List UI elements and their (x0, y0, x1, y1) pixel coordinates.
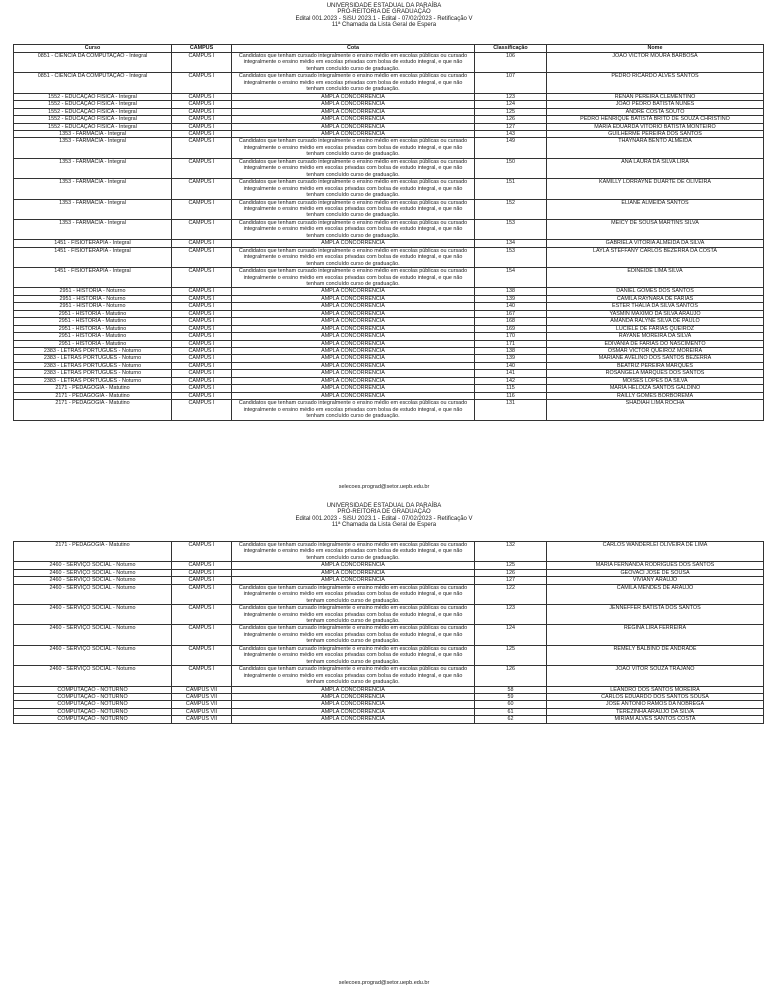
table-row (14, 348, 764, 355)
cell-campus: CAMPUS I (172, 247, 232, 267)
cell-nome: GEOVACI JOSÉ DE SOUSA (547, 569, 764, 576)
cell-cota: Candidatos que tenham cursado integralmente o ensino médio em escolas públicas ou cursado integralmente o ensino médio em escolas privadas com bolsa de estudo integral, e que não tenham concluído curso de graduação. (232, 53, 475, 73)
footer-email-1: selecoes.prograd@setor.uepb.edu.br (338, 484, 430, 490)
cell-nome: LEANDRO DOS SANTOS MOREIRA (547, 686, 764, 693)
cell-nome: MIRIAM ALVES SANTOS COSTA (547, 716, 764, 723)
cell-classificacao: 60 (475, 701, 547, 708)
cell-campus: CAMPUS I (172, 562, 232, 569)
cell-nome: CARLOS EDUARDO DOS SANTOS SOUSA (547, 693, 764, 700)
cell-curso: 2951 - HISTÓRIA - Matutino (14, 340, 172, 347)
cell-curso: 2460 - SERVIÇO SOCIAL - Noturno (14, 645, 172, 665)
table-row (14, 199, 764, 219)
cell-campus: CAMPUS VII (172, 693, 232, 700)
cell-curso: 1353 - FARMÁCIA - Integral (14, 219, 172, 239)
cell-campus: CAMPUS I (172, 179, 232, 199)
footer-email-2: selecoes.prograd@setor.uepb.edu.br (338, 980, 430, 986)
cell-curso: 2460 - SERVIÇO SOCIAL - Noturno (14, 569, 172, 576)
cell-cota: AMPLA CONCORRÊNCIA (232, 716, 475, 723)
cell-campus: CAMPUS I (172, 605, 232, 625)
cell-cota: AMPLA CONCORRÊNCIA (232, 693, 475, 700)
cell-curso: 1451 - FISIOTERAPIA - Integral (14, 247, 172, 267)
table-row (14, 93, 764, 100)
cell-curso: 2460 - SERVIÇO SOCIAL - Noturno (14, 605, 172, 625)
cell-campus: CAMPUS VII (172, 686, 232, 693)
cell-curso: 2383 - LETRAS PORTUGUÊS - Noturno (14, 377, 172, 384)
cell-classificacao: 170 (475, 333, 547, 340)
table-row (14, 584, 764, 604)
cell-nome: EDIVANIA DE FARIAS DO NASCIMENTO (547, 340, 764, 347)
cell-nome: THAYNARA BENTO ALMEIDA (547, 138, 764, 158)
cell-classificacao: 138 (475, 288, 547, 295)
cell-classificacao: 151 (475, 179, 547, 199)
table-header-row (14, 45, 764, 53)
cell-curso: 1353 - FARMÁCIA - Integral (14, 199, 172, 219)
cell-cota: AMPLA CONCORRÊNCIA (232, 385, 475, 392)
cell-nome: RAYANE MOREIRA DA SILVA (547, 333, 764, 340)
table-row (14, 325, 764, 332)
cell-curso: 1353 - FARMÁCIA - Integral (14, 179, 172, 199)
edital-title: Edital 001.2023 - SiSU 2023.1 - Edital - 07/02/2023 - Retificação V (295, 15, 473, 22)
page-header-1 (0, 3, 768, 29)
cell-campus: CAMPUS I (172, 355, 232, 362)
cell-cota: AMPLA CONCORRÊNCIA (232, 377, 475, 384)
table-row (14, 605, 764, 625)
col-header-cota: Cota (232, 45, 475, 53)
col-header-nome: Nome (547, 45, 764, 53)
cell-cota: Candidatos que tenham cursado integralmente o ensino médio em escolas públicas ou cursado integralmente o ensino médio em escolas privadas com bolsa de estudo integral, e que não tenham concluído curso de graduação. (232, 666, 475, 686)
table-row (14, 542, 764, 562)
table-row (14, 562, 764, 569)
cell-curso: COMPUTAÇÃO - NOTURNO (14, 686, 172, 693)
cell-campus: CAMPUS I (172, 93, 232, 100)
cell-campus: CAMPUS I (172, 333, 232, 340)
cell-cota: AMPLA CONCORRÊNCIA (232, 708, 475, 715)
cell-campus: CAMPUS I (172, 666, 232, 686)
cell-curso: 2951 - HISTÓRIA - Noturno (14, 295, 172, 302)
cell-classificacao: 140 (475, 362, 547, 369)
cell-campus: CAMPUS I (172, 53, 232, 73)
cell-classificacao: 58 (475, 686, 547, 693)
cell-campus: CAMPUS I (172, 325, 232, 332)
university-name: UNIVERSIDADE ESTADUAL DA PARAÍBA (326, 3, 442, 9)
cell-cota: AMPLA CONCORRÊNCIA (232, 325, 475, 332)
cell-cota: AMPLA CONCORRÊNCIA (232, 123, 475, 130)
cell-campus: CAMPUS I (172, 584, 232, 604)
cell-curso: 1552 - EDUCAÇÃO FÍSICA - Integral (14, 116, 172, 123)
cell-campus: CAMPUS I (172, 340, 232, 347)
cell-curso: 2171 - PEDAGOGIA - Matutino (14, 392, 172, 399)
cell-classificacao: 168 (475, 318, 547, 325)
cell-nome: GUILHERME PEREIRA DOS SANTOS (547, 130, 764, 137)
cell-classificacao: 124 (475, 101, 547, 108)
cell-classificacao: 167 (475, 310, 547, 317)
cell-nome: YASMIN MAXIMO DA SILVA ARAUJO (547, 310, 764, 317)
cell-classificacao: 61 (475, 708, 547, 715)
cell-nome: JOÃO VITOR SOUZA TRAJANO (547, 666, 764, 686)
cell-cota: AMPLA CONCORRÊNCIA (232, 310, 475, 317)
cell-cota: Candidatos que tenham cursado integralmente o ensino médio em escolas públicas ou cursado integralmente o ensino médio em escolas privadas com bolsa de estudo integral, e que não tenham concluído curso de graduação. (232, 584, 475, 604)
cell-classificacao: 138 (475, 348, 547, 355)
cell-classificacao: 142 (475, 377, 547, 384)
cell-campus: CAMPUS I (172, 362, 232, 369)
cell-cota: Candidatos que tenham cursado integralmente o ensino médio em escolas públicas ou cursado integralmente o ensino médio em escolas privadas com bolsa de estudo integral, e que não tenham concluído curso de graduação. (232, 158, 475, 178)
cell-cota: AMPLA CONCORRÊNCIA (232, 392, 475, 399)
cell-curso: 1353 - FARMÁCIA - Integral (14, 138, 172, 158)
cell-nome: TEREZINHA ARAUJO DA SILVA (547, 708, 764, 715)
cell-campus: CAMPUS I (172, 108, 232, 115)
table-row (14, 138, 764, 158)
cell-campus: CAMPUS I (172, 377, 232, 384)
cell-nome: LAYLA STEFFANY CARLOS BEZERRA DA COSTA (547, 247, 764, 267)
cell-cota: AMPLA CONCORRÊNCIA (232, 333, 475, 340)
table-row (14, 666, 764, 686)
cell-nome: MARIA HELOIZA SANTOS GALDINO (547, 385, 764, 392)
cell-classificacao: 124 (475, 625, 547, 645)
cell-nome: JOÃO PEDRO BATISTA NUNES (547, 101, 764, 108)
table-row (14, 179, 764, 199)
cell-classificacao: 125 (475, 108, 547, 115)
cell-campus: CAMPUS I (172, 303, 232, 310)
cell-nome: PEDRO HENRIQUE BATISTA BRITO DE SOUZA CHRISTINO (547, 116, 764, 123)
cell-cota: Candidatos que tenham cursado integralmente o ensino médio em escolas públicas ou cursado integralmente o ensino médio em escolas privadas com bolsa de estudo integral, e que não tenham concluído curso de graduação. (232, 268, 475, 288)
cell-classificacao: 126 (475, 569, 547, 576)
table-row (14, 288, 764, 295)
cell-campus: CAMPUS I (172, 577, 232, 584)
cell-cota: AMPLA CONCORRÊNCIA (232, 303, 475, 310)
cell-campus: CAMPUS VII (172, 701, 232, 708)
cell-classificacao: 59 (475, 693, 547, 700)
cell-classificacao: 123 (475, 93, 547, 100)
cell-curso: 1552 - EDUCAÇÃO FÍSICA - Integral (14, 123, 172, 130)
cell-campus: CAMPUS I (172, 310, 232, 317)
cell-nome: RENAN PEREIRA CLEMENTINO (547, 93, 764, 100)
cell-classificacao: 125 (475, 562, 547, 569)
cell-curso: 1451 - FISIOTERAPIA - Integral (14, 268, 172, 288)
cell-nome: PEDRO RICARDO ALVES SANTOS (547, 73, 764, 93)
cell-cota: AMPLA CONCORRÊNCIA (232, 101, 475, 108)
cell-curso: 2171 - PEDAGOGIA - Matutino (14, 400, 172, 420)
table-row (14, 295, 764, 302)
results-table-page-2 (13, 541, 764, 724)
cell-nome: SHADIAH LIMA ROCHA (547, 400, 764, 420)
cell-nome: CARLOS WANDERLEI OLIVEIRA DE LIMA (547, 542, 764, 562)
cell-curso: 2951 - HISTÓRIA - Matutino (14, 333, 172, 340)
table-row (14, 108, 764, 115)
table-row (14, 686, 764, 693)
cell-classificacao: 150 (475, 158, 547, 178)
cell-cota: Candidatos que tenham cursado integralmente o ensino médio em escolas públicas ou cursado integralmente o ensino médio em escolas privadas com bolsa de estudo integral, e que não tenham concluído curso de graduação. (232, 219, 475, 239)
table-row (14, 340, 764, 347)
table-row (14, 310, 764, 317)
cell-cota: Candidatos que tenham cursado integralmente o ensino médio em escolas públicas ou cursado integralmente o ensino médio em escolas privadas com bolsa de estudo integral, e que não tenham concluído curso de graduação. (232, 605, 475, 625)
cell-curso: 2951 - HISTÓRIA - Matutino (14, 325, 172, 332)
table-row (14, 303, 764, 310)
chamada-title: 11ª Chamada da Lista Geral de Espera (331, 22, 437, 29)
cell-curso: 2460 - SERVIÇO SOCIAL - Noturno (14, 625, 172, 645)
cell-classificacao: 115 (475, 385, 547, 392)
cell-campus: CAMPUS I (172, 318, 232, 325)
cell-cota: AMPLA CONCORRÊNCIA (232, 355, 475, 362)
cell-cota: AMPLA CONCORRÊNCIA (232, 370, 475, 377)
cell-classificacao: 143 (475, 130, 547, 137)
cell-nome: EDINEIDE LIMA SILVA (547, 268, 764, 288)
cell-nome: AMANDA RALYNE SILVA DE PAULO (547, 318, 764, 325)
cell-campus: CAMPUS I (172, 219, 232, 239)
cell-cota: Candidatos que tenham cursado integralmente o ensino médio em escolas públicas ou cursado integralmente o ensino médio em escolas privadas com bolsa de estudo integral, e que não tenham concluído curso de graduação. (232, 625, 475, 645)
table-row (14, 701, 764, 708)
cell-nome: MARIA FERNANDA RODRIGUES DOS SANTOS (547, 562, 764, 569)
cell-nome: VIVIANY ARAÚJO (547, 577, 764, 584)
cell-cota: AMPLA CONCORRÊNCIA (232, 562, 475, 569)
cell-cota: AMPLA CONCORRÊNCIA (232, 318, 475, 325)
cell-nome: ANDRÉ COSTA SOUTO (547, 108, 764, 115)
cell-classificacao: 153 (475, 247, 547, 267)
cell-nome: MARIANE AVELINO DOS SANTOS BEZERRA (547, 355, 764, 362)
cell-classificacao: 123 (475, 605, 547, 625)
cell-cota: AMPLA CONCORRÊNCIA (232, 288, 475, 295)
cell-classificacao: 107 (475, 73, 547, 93)
table-row (14, 123, 764, 130)
cell-nome: MARIA EDUARDA VITÓRIO BATISTA MONTEIRO (547, 123, 764, 130)
cell-classificacao: 132 (475, 542, 547, 562)
cell-classificacao: 153 (475, 219, 547, 239)
cell-campus: CAMPUS I (172, 645, 232, 665)
cell-campus: CAMPUS I (172, 138, 232, 158)
table-row (14, 247, 764, 267)
cell-curso: COMPUTAÇÃO - NOTURNO (14, 716, 172, 723)
cell-curso: 2460 - SERVIÇO SOCIAL - Noturno (14, 577, 172, 584)
cell-nome: JOÃO VICTOR MOURA BARBOSA (547, 53, 764, 73)
cell-nome: CAMILA MENDES DE ARAÚJO (547, 584, 764, 604)
cell-nome: REMELY BALBINO DE ANDRADE (547, 645, 764, 665)
cell-curso: 2460 - SERVIÇO SOCIAL - Noturno (14, 562, 172, 569)
cell-campus: CAMPUS I (172, 400, 232, 420)
results-table-page-1 (13, 44, 764, 421)
cell-nome: DANIEL GOMES DOS SANTOS (547, 288, 764, 295)
table-row (14, 377, 764, 384)
cell-cota: Candidatos que tenham cursado integralmente o ensino médio em escolas públicas ou cursado integralmente o ensino médio em escolas privadas com bolsa de estudo integral, e que não tenham concluído curso de graduação. (232, 247, 475, 267)
cell-campus: CAMPUS I (172, 158, 232, 178)
table-row (14, 625, 764, 645)
table-row (14, 645, 764, 665)
table-row (14, 73, 764, 93)
cell-curso: 2383 - LETRAS PORTUGUÊS - Noturno (14, 362, 172, 369)
cell-nome: ELIANE ALMEIDA SANTOS (547, 199, 764, 219)
cell-cota: AMPLA CONCORRÊNCIA (232, 577, 475, 584)
table-row (14, 370, 764, 377)
cell-nome: JOSÉ ANTONIO RAMOS DA NÓBREGA (547, 701, 764, 708)
table-row (14, 392, 764, 399)
cell-classificacao: 152 (475, 199, 547, 219)
cell-cota: AMPLA CONCORRÊNCIA (232, 93, 475, 100)
cell-nome: ANA LAURA DA SILVA LIRA (547, 158, 764, 178)
chamada-title: 11ª Chamada da Lista Geral de Espera (331, 522, 437, 529)
cell-cota: Candidatos que tenham cursado integralmente o ensino médio em escolas públicas ou cursado integralmente o ensino médio em escolas privadas com bolsa de estudo integral, e que não tenham concluído curso de graduação. (232, 645, 475, 665)
table-row (14, 219, 764, 239)
table-row (14, 716, 764, 723)
cell-nome: ESTER THALIA DA SILVA SANTOS (547, 303, 764, 310)
cell-cota: Candidatos que tenham cursado integralmente o ensino médio em escolas públicas ou cursado integralmente o ensino médio em escolas privadas com bolsa de estudo integral, e que não tenham concluído curso de graduação. (232, 73, 475, 93)
cell-cota: Candidatos que tenham cursado integralmente o ensino médio em escolas públicas ou cursado integralmente o ensino médio em escolas privadas com bolsa de estudo integral, e que não tenham concluído curso de graduação. (232, 138, 475, 158)
cell-campus: CAMPUS VII (172, 708, 232, 715)
cell-classificacao: 122 (475, 584, 547, 604)
cell-cota: AMPLA CONCORRÊNCIA (232, 348, 475, 355)
table-row (14, 355, 764, 362)
office-name: PRÓ-REITORIA DE GRADUAÇÃO (337, 9, 431, 16)
cell-campus: CAMPUS I (172, 73, 232, 93)
cell-curso: 1353 - FARMÁCIA - Integral (14, 130, 172, 137)
table-row (14, 101, 764, 108)
cell-classificacao: 125 (475, 645, 547, 665)
cell-curso: COMPUTAÇÃO - NOTURNO (14, 708, 172, 715)
cell-cota: Candidatos que tenham cursado integralmente o ensino médio em escolas públicas ou cursado integralmente o ensino médio em escolas privadas com bolsa de estudo integral, e que não tenham concluído curso de graduação. (232, 199, 475, 219)
cell-campus: CAMPUS I (172, 101, 232, 108)
cell-classificacao: 149 (475, 138, 547, 158)
cell-cota: AMPLA CONCORRÊNCIA (232, 340, 475, 347)
cell-curso: 2951 - HISTÓRIA - Noturno (14, 288, 172, 295)
cell-cota: Candidatos que tenham cursado integralmente o ensino médio em escolas públicas ou cursado integralmente o ensino médio em escolas privadas com bolsa de estudo integral, e que não tenham concluído curso de graduação. (232, 542, 475, 562)
cell-curso: COMPUTAÇÃO - NOTURNO (14, 693, 172, 700)
cell-classificacao: 127 (475, 123, 547, 130)
cell-nome: GABRIELA VITÓRIA ALMEIDA DA SILVA (547, 240, 764, 247)
col-header-campus: CAMPUS (172, 45, 232, 53)
cell-curso: 1451 - FISIOTERAPIA - Integral (14, 240, 172, 247)
cell-curso: 2951 - HISTÓRIA - Matutino (14, 310, 172, 317)
cell-cota: AMPLA CONCORRÊNCIA (232, 295, 475, 302)
cell-cota: AMPLA CONCORRÊNCIA (232, 362, 475, 369)
cell-campus: CAMPUS I (172, 240, 232, 247)
office-name: PRÓ-REITORIA DE GRADUAÇÃO (337, 509, 431, 516)
cell-cota: AMPLA CONCORRÊNCIA (232, 701, 475, 708)
table-row (14, 693, 764, 700)
table-row (14, 116, 764, 123)
cell-nome: JENNEFFER BATISTA DOS SANTOS (547, 605, 764, 625)
cell-cota: Candidatos que tenham cursado integralmente o ensino médio em escolas públicas ou cursado integralmente o ensino médio em escolas privadas com bolsa de estudo integral, e que não tenham concluído curso de graduação. (232, 400, 475, 420)
cell-classificacao: 62 (475, 716, 547, 723)
cell-campus: CAMPUS I (172, 385, 232, 392)
cell-campus: CAMPUS I (172, 370, 232, 377)
cell-curso: 2383 - LETRAS PORTUGUÊS - Noturno (14, 370, 172, 377)
cell-curso: 2460 - SERVIÇO SOCIAL - Noturno (14, 584, 172, 604)
cell-campus: CAMPUS I (172, 123, 232, 130)
cell-nome: LUCIELE DE FARIAS QUEIROZ (547, 325, 764, 332)
cell-campus: CAMPUS I (172, 542, 232, 562)
cell-campus: CAMPUS I (172, 348, 232, 355)
cell-curso: 1552 - EDUCAÇÃO FÍSICA - Integral (14, 108, 172, 115)
cell-classificacao: 140 (475, 303, 547, 310)
table-row (14, 333, 764, 340)
cell-nome: MEICY DE SOUSA MARTINS SILVA (547, 219, 764, 239)
cell-curso: 2171 - PEDAGOGIA - Matutino (14, 385, 172, 392)
cell-cota: AMPLA CONCORRÊNCIA (232, 240, 475, 247)
cell-classificacao: 116 (475, 392, 547, 399)
cell-campus: CAMPUS I (172, 392, 232, 399)
cell-nome: REGINA LIRA FERREIRA (547, 625, 764, 645)
cell-classificacao: 171 (475, 340, 547, 347)
cell-classificacao: 106 (475, 53, 547, 73)
university-name: UNIVERSIDADE ESTADUAL DA PARAÍBA (326, 503, 442, 509)
cell-nome: ROSANGELA MARQUES DOS SANTOS (547, 370, 764, 377)
cell-campus: CAMPUS I (172, 116, 232, 123)
cell-nome: KAMILLY LORRAYNE DUARTE DE OLIVEIRA (547, 179, 764, 199)
cell-curso: 1552 - EDUCAÇÃO FÍSICA - Integral (14, 101, 172, 108)
table-row (14, 158, 764, 178)
cell-campus: CAMPUS I (172, 130, 232, 137)
cell-nome: BEATRIZ PEREIRA MARQUES (547, 362, 764, 369)
cell-cota: AMPLA CONCORRÊNCIA (232, 686, 475, 693)
table-row (14, 362, 764, 369)
cell-classificacao: 154 (475, 268, 547, 288)
cell-campus: CAMPUS I (172, 268, 232, 288)
table-row (14, 130, 764, 137)
cell-curso: 2383 - LETRAS PORTUGUÊS - Noturno (14, 355, 172, 362)
cell-curso: 1552 - EDUCAÇÃO FÍSICA - Integral (14, 93, 172, 100)
cell-curso: 2460 - SERVIÇO SOCIAL - Noturno (14, 666, 172, 686)
col-header-curso: Curso (14, 45, 172, 53)
col-header-classificacao: Classificação (475, 45, 547, 53)
cell-campus: CAMPUS VII (172, 716, 232, 723)
page-header-2 (0, 503, 768, 529)
table-row (14, 577, 764, 584)
cell-curso: 2171 - PEDAGOGIA - Matutino (14, 542, 172, 562)
cell-cota: AMPLA CONCORRÊNCIA (232, 108, 475, 115)
cell-campus: CAMPUS I (172, 199, 232, 219)
cell-campus: CAMPUS I (172, 569, 232, 576)
cell-curso: 2951 - HISTÓRIA - Noturno (14, 303, 172, 310)
cell-classificacao: 127 (475, 577, 547, 584)
cell-curso: 0851 - CIÊNCIA DA COMPUTAÇÃO - Integral (14, 73, 172, 93)
table-row (14, 318, 764, 325)
cell-curso: COMPUTAÇÃO - NOTURNO (14, 701, 172, 708)
cell-classificacao: 139 (475, 295, 547, 302)
cell-cota: AMPLA CONCORRÊNCIA (232, 116, 475, 123)
cell-classificacao: 141 (475, 370, 547, 377)
cell-campus: CAMPUS I (172, 295, 232, 302)
cell-curso: 0851 - CIÊNCIA DA COMPUTAÇÃO - Integral (14, 53, 172, 73)
table-row (14, 268, 764, 288)
cell-classificacao: 126 (475, 116, 547, 123)
cell-classificacao: 139 (475, 355, 547, 362)
cell-classificacao: 134 (475, 240, 547, 247)
cell-nome: CAMILA RAYNARA DE FARIAS (547, 295, 764, 302)
cell-curso: 2951 - HISTÓRIA - Matutino (14, 318, 172, 325)
cell-cota: Candidatos que tenham cursado integralmente o ensino médio em escolas públicas ou cursado integralmente o ensino médio em escolas privadas com bolsa de estudo integral, e que não tenham concluído curso de graduação. (232, 179, 475, 199)
cell-cota: AMPLA CONCORRÊNCIA (232, 130, 475, 137)
cell-classificacao: 131 (475, 400, 547, 420)
cell-classificacao: 126 (475, 666, 547, 686)
cell-nome: MOISES LOPES DA SILVA (547, 377, 764, 384)
cell-curso: 2383 - LETRAS PORTUGUÊS - Noturno (14, 348, 172, 355)
table-row (14, 569, 764, 576)
edital-title: Edital 001.2023 - SiSU 2023.1 - Edital - 07/02/2023 - Retificação V (295, 515, 473, 522)
cell-cota: AMPLA CONCORRÊNCIA (232, 569, 475, 576)
cell-classificacao: 169 (475, 325, 547, 332)
cell-campus: CAMPUS I (172, 625, 232, 645)
cell-campus: CAMPUS I (172, 288, 232, 295)
cell-nome: RAILLY GOMES BORBOREMA (547, 392, 764, 399)
table-row (14, 240, 764, 247)
table-row (14, 400, 764, 420)
cell-nome: OSMAR VICTOR QUEIROZ MOREIRA (547, 348, 764, 355)
table-row (14, 708, 764, 715)
cell-curso: 1353 - FARMÁCIA - Integral (14, 158, 172, 178)
table-row (14, 385, 764, 392)
table-row (14, 53, 764, 73)
